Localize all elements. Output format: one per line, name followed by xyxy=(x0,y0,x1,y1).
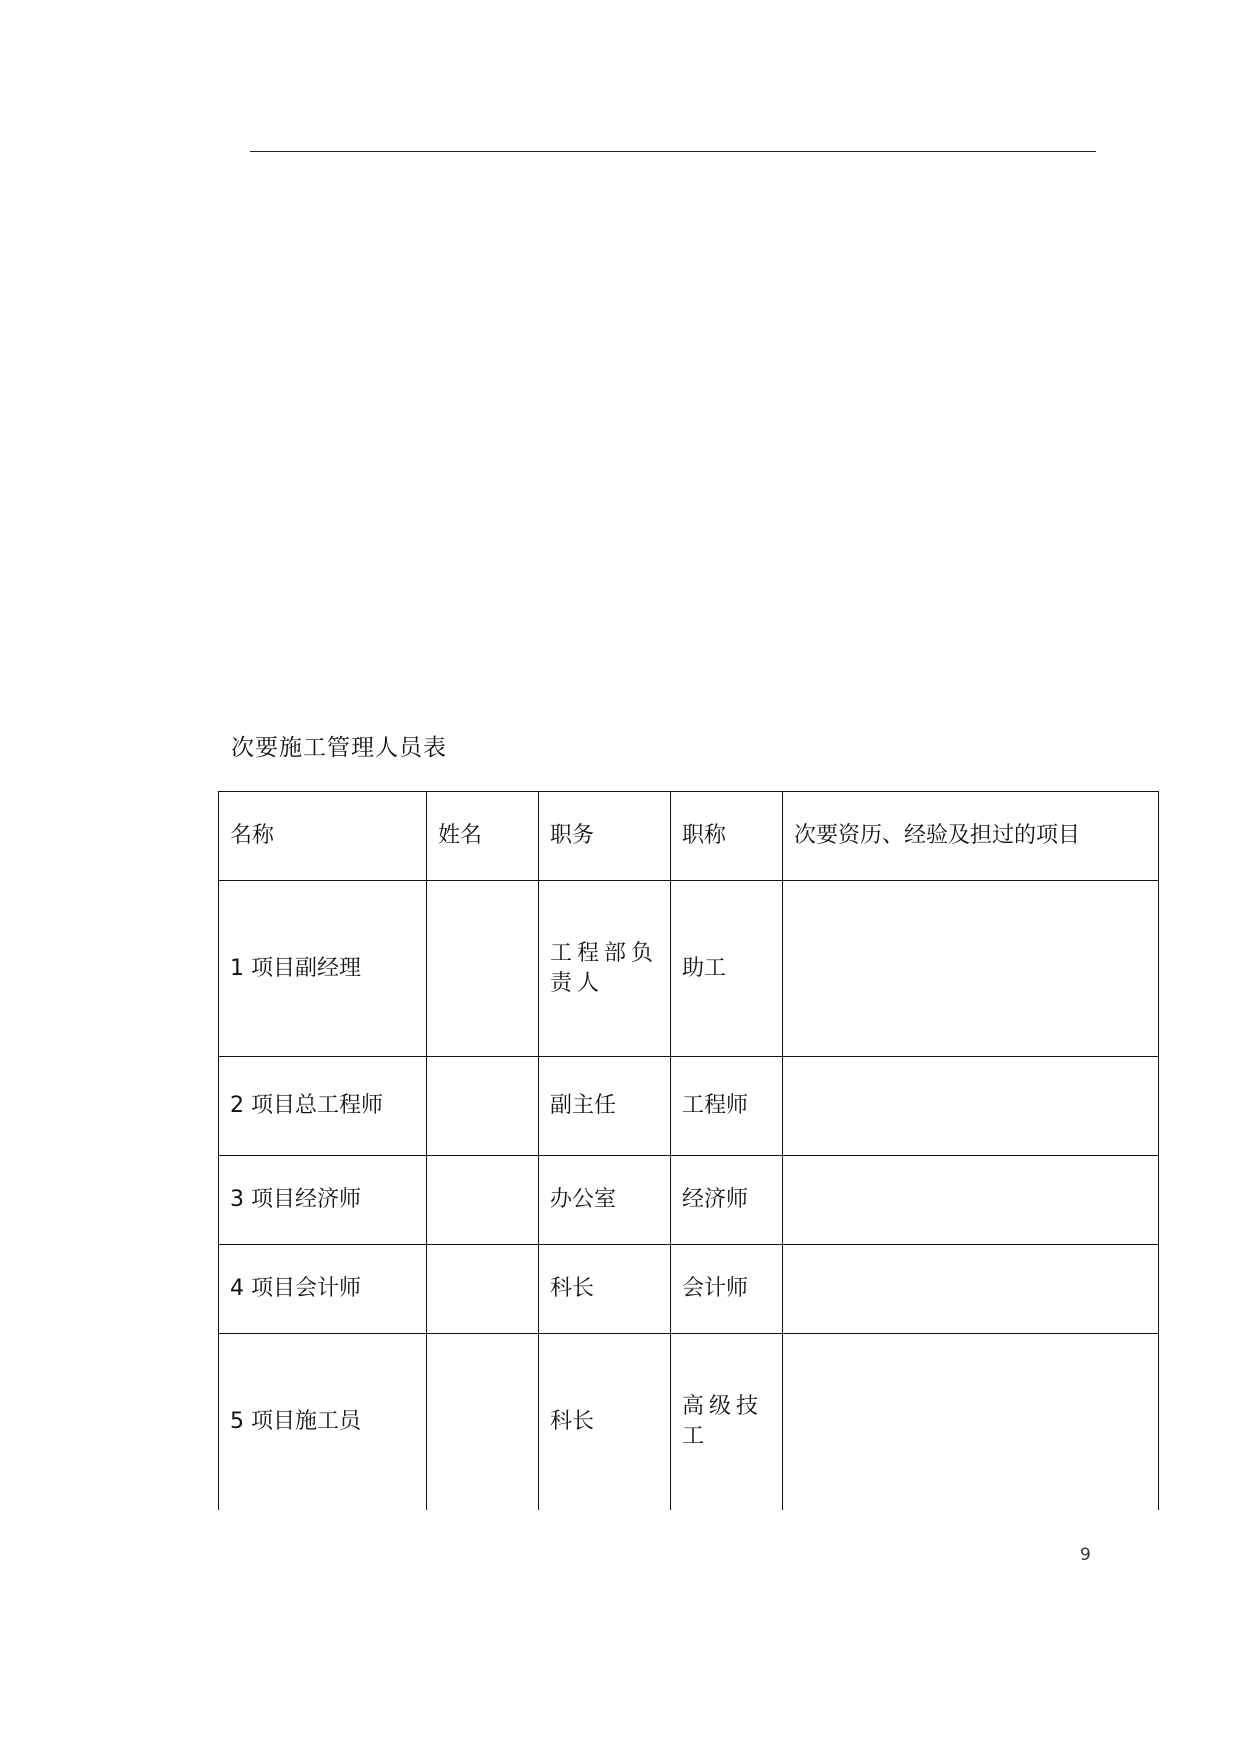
header-cell: 姓名 xyxy=(427,792,539,881)
title-cell: 工程师 xyxy=(671,1057,783,1156)
position-name-cell: 5 项目施工员 xyxy=(219,1334,427,1510)
person-name-cell xyxy=(427,1334,539,1510)
header-cell: 职称 xyxy=(671,792,783,881)
table-title: 次要施工管理人员表 xyxy=(231,735,447,761)
position-name-cell: 4 项目会计师 xyxy=(219,1245,427,1334)
position-name-cell: 2 项目总工程师 xyxy=(219,1057,427,1156)
title-cell: 经济师 xyxy=(671,1156,783,1245)
table-row xyxy=(219,1057,1159,1156)
experience-cell xyxy=(783,1057,1159,1156)
table-row xyxy=(219,1334,1159,1510)
duty-cell: 副主任 xyxy=(539,1057,671,1156)
person-name-cell xyxy=(427,881,539,1057)
experience-cell xyxy=(783,881,1159,1057)
title-cell: 高级技工 xyxy=(671,1334,783,1510)
table-row xyxy=(219,881,1159,1057)
table-row xyxy=(219,1245,1159,1334)
table-header-row xyxy=(219,792,1159,881)
experience-cell xyxy=(783,1156,1159,1245)
experience-cell xyxy=(783,1334,1159,1510)
person-name-cell xyxy=(427,1057,539,1156)
table-row xyxy=(219,1156,1159,1245)
duty-cell: 科长 xyxy=(539,1245,671,1334)
page-number: 9 xyxy=(1080,1545,1091,1565)
header-rule xyxy=(250,151,1096,152)
person-name-cell xyxy=(427,1245,539,1334)
person-name-cell xyxy=(427,1156,539,1245)
staff-table xyxy=(218,791,1159,1510)
position-name-cell: 1 项目副经理 xyxy=(219,881,427,1057)
title-cell: 会计师 xyxy=(671,1245,783,1334)
header-cell: 职务 xyxy=(539,792,671,881)
experience-cell xyxy=(783,1245,1159,1334)
title-cell: 助工 xyxy=(671,881,783,1057)
position-name-cell: 3 项目经济师 xyxy=(219,1156,427,1245)
duty-cell: 办公室 xyxy=(539,1156,671,1245)
duty-cell: 科长 xyxy=(539,1334,671,1510)
duty-cell: 工程部负责人 xyxy=(539,881,671,1057)
header-cell: 名称 xyxy=(219,792,427,881)
header-cell: 次要资历、经验及担过的项目 xyxy=(783,792,1159,881)
